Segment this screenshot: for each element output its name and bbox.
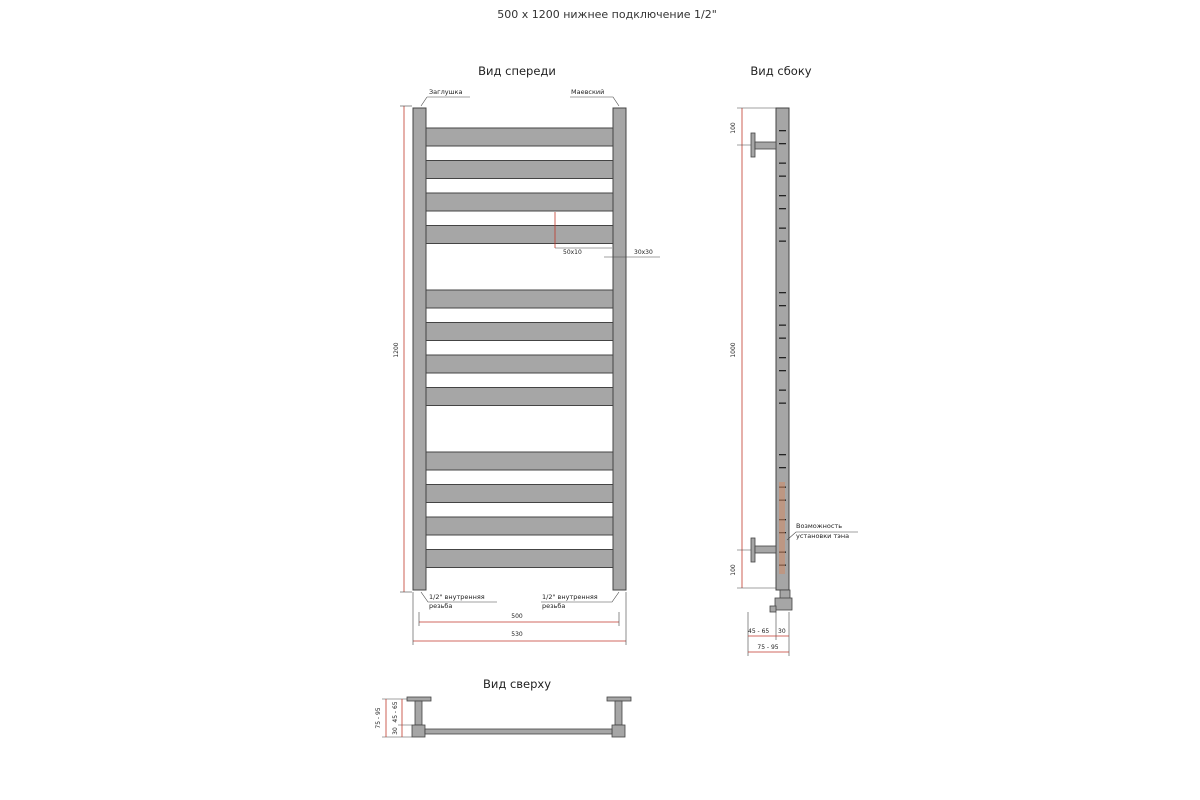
top-view-heading: Вид сверху [482, 677, 552, 691]
top-view [375, 677, 631, 737]
side-view-heading: Вид сбоку [750, 64, 812, 78]
width-outer-label: 530 [511, 631, 523, 638]
heater-note-line1: Возможность [796, 522, 843, 530]
towel-bar-7 [426, 355, 613, 373]
top-wall-bracket [751, 133, 776, 157]
bar-size-label: 50x10 [563, 249, 582, 256]
towel-bar-11 [426, 517, 613, 535]
side-bar-end-11 [779, 325, 786, 326]
side-bar-end-9 [779, 292, 786, 293]
towel-bar-6 [426, 323, 613, 341]
towel-bar-3 [426, 193, 613, 211]
heater-zone [779, 482, 785, 574]
towel-bar-9 [426, 452, 613, 470]
mount-label: Мaевский [571, 88, 605, 96]
side-bar-end-16 [779, 403, 786, 404]
depth-label: 45 - 65 [748, 628, 770, 635]
side-bar-end-14 [779, 370, 786, 371]
towel-bar-10 [426, 485, 613, 503]
top-outer-label: 75 - 95 [375, 707, 382, 729]
side-bar-end-3 [779, 163, 786, 164]
height-label: 1200 [393, 342, 400, 358]
side-view [730, 64, 858, 656]
side-bar-end-18 [779, 467, 786, 468]
side-post-label: 30 [778, 628, 786, 635]
bottom-offset-label: 100 [730, 564, 737, 576]
top-right-post [612, 725, 625, 737]
top-inner-label: 45 - 65 [392, 701, 399, 723]
drawing-title: 500 x 1200 нижнее подключение 1/2" [497, 8, 717, 21]
towel-bar-12 [426, 550, 613, 568]
thread-left-line2: резьба [429, 602, 453, 610]
plug-label: Заглушка [429, 88, 463, 96]
side-bar-end-10 [779, 305, 786, 306]
side-bar-end-4 [779, 176, 786, 177]
right-post [613, 108, 626, 590]
side-bar-end-6 [779, 208, 786, 209]
plug-leader [421, 97, 470, 106]
side-ticks [737, 108, 776, 588]
towel-bar-4 [426, 226, 613, 244]
thread-right-line2: резьба [542, 602, 566, 610]
heater-note-line2: установки тэна [796, 532, 850, 540]
side-bar-end-15 [779, 390, 786, 391]
mount-leader [570, 97, 619, 106]
side-bar-end-13 [779, 357, 786, 358]
top-right-wall-plate [607, 697, 631, 701]
side-bar-end-5 [779, 195, 786, 196]
mount-span-label: 1000 [730, 342, 737, 358]
total-depth-label: 75 - 95 [757, 644, 779, 651]
top-left-bracket [415, 701, 422, 725]
side-bar-end-2 [779, 143, 786, 144]
side-bar-end-1 [779, 130, 786, 131]
towel-bar-8 [426, 388, 613, 406]
side-bar-end-8 [779, 241, 786, 242]
width-inner-label: 500 [511, 613, 523, 620]
top-bar [425, 729, 612, 734]
side-bar-end-7 [779, 228, 786, 229]
towel-bar-1 [426, 128, 613, 146]
bottom-wall-bracket [751, 538, 776, 562]
side-bar-end-12 [779, 338, 786, 339]
front-view-heading: Вид спереди [478, 64, 556, 78]
top-offset-label: 100 [730, 122, 737, 134]
bottom-fitting [770, 590, 792, 612]
thread-left-line1: 1/2" внутренняя [429, 593, 485, 601]
towel-bar-5 [426, 290, 613, 308]
towel-bar-2 [426, 161, 613, 179]
front-bars [426, 128, 613, 568]
top-post-label: 30 [392, 727, 399, 735]
side-bar-end-17 [779, 454, 786, 455]
front-view [393, 64, 660, 645]
top-left-wall-plate [407, 697, 431, 701]
post-size-label: 30x30 [634, 249, 653, 256]
top-left-post [412, 725, 425, 737]
left-post [413, 108, 426, 590]
top-right-bracket [615, 701, 622, 725]
thread-right-line1: 1/2" внутренняя [542, 593, 598, 601]
